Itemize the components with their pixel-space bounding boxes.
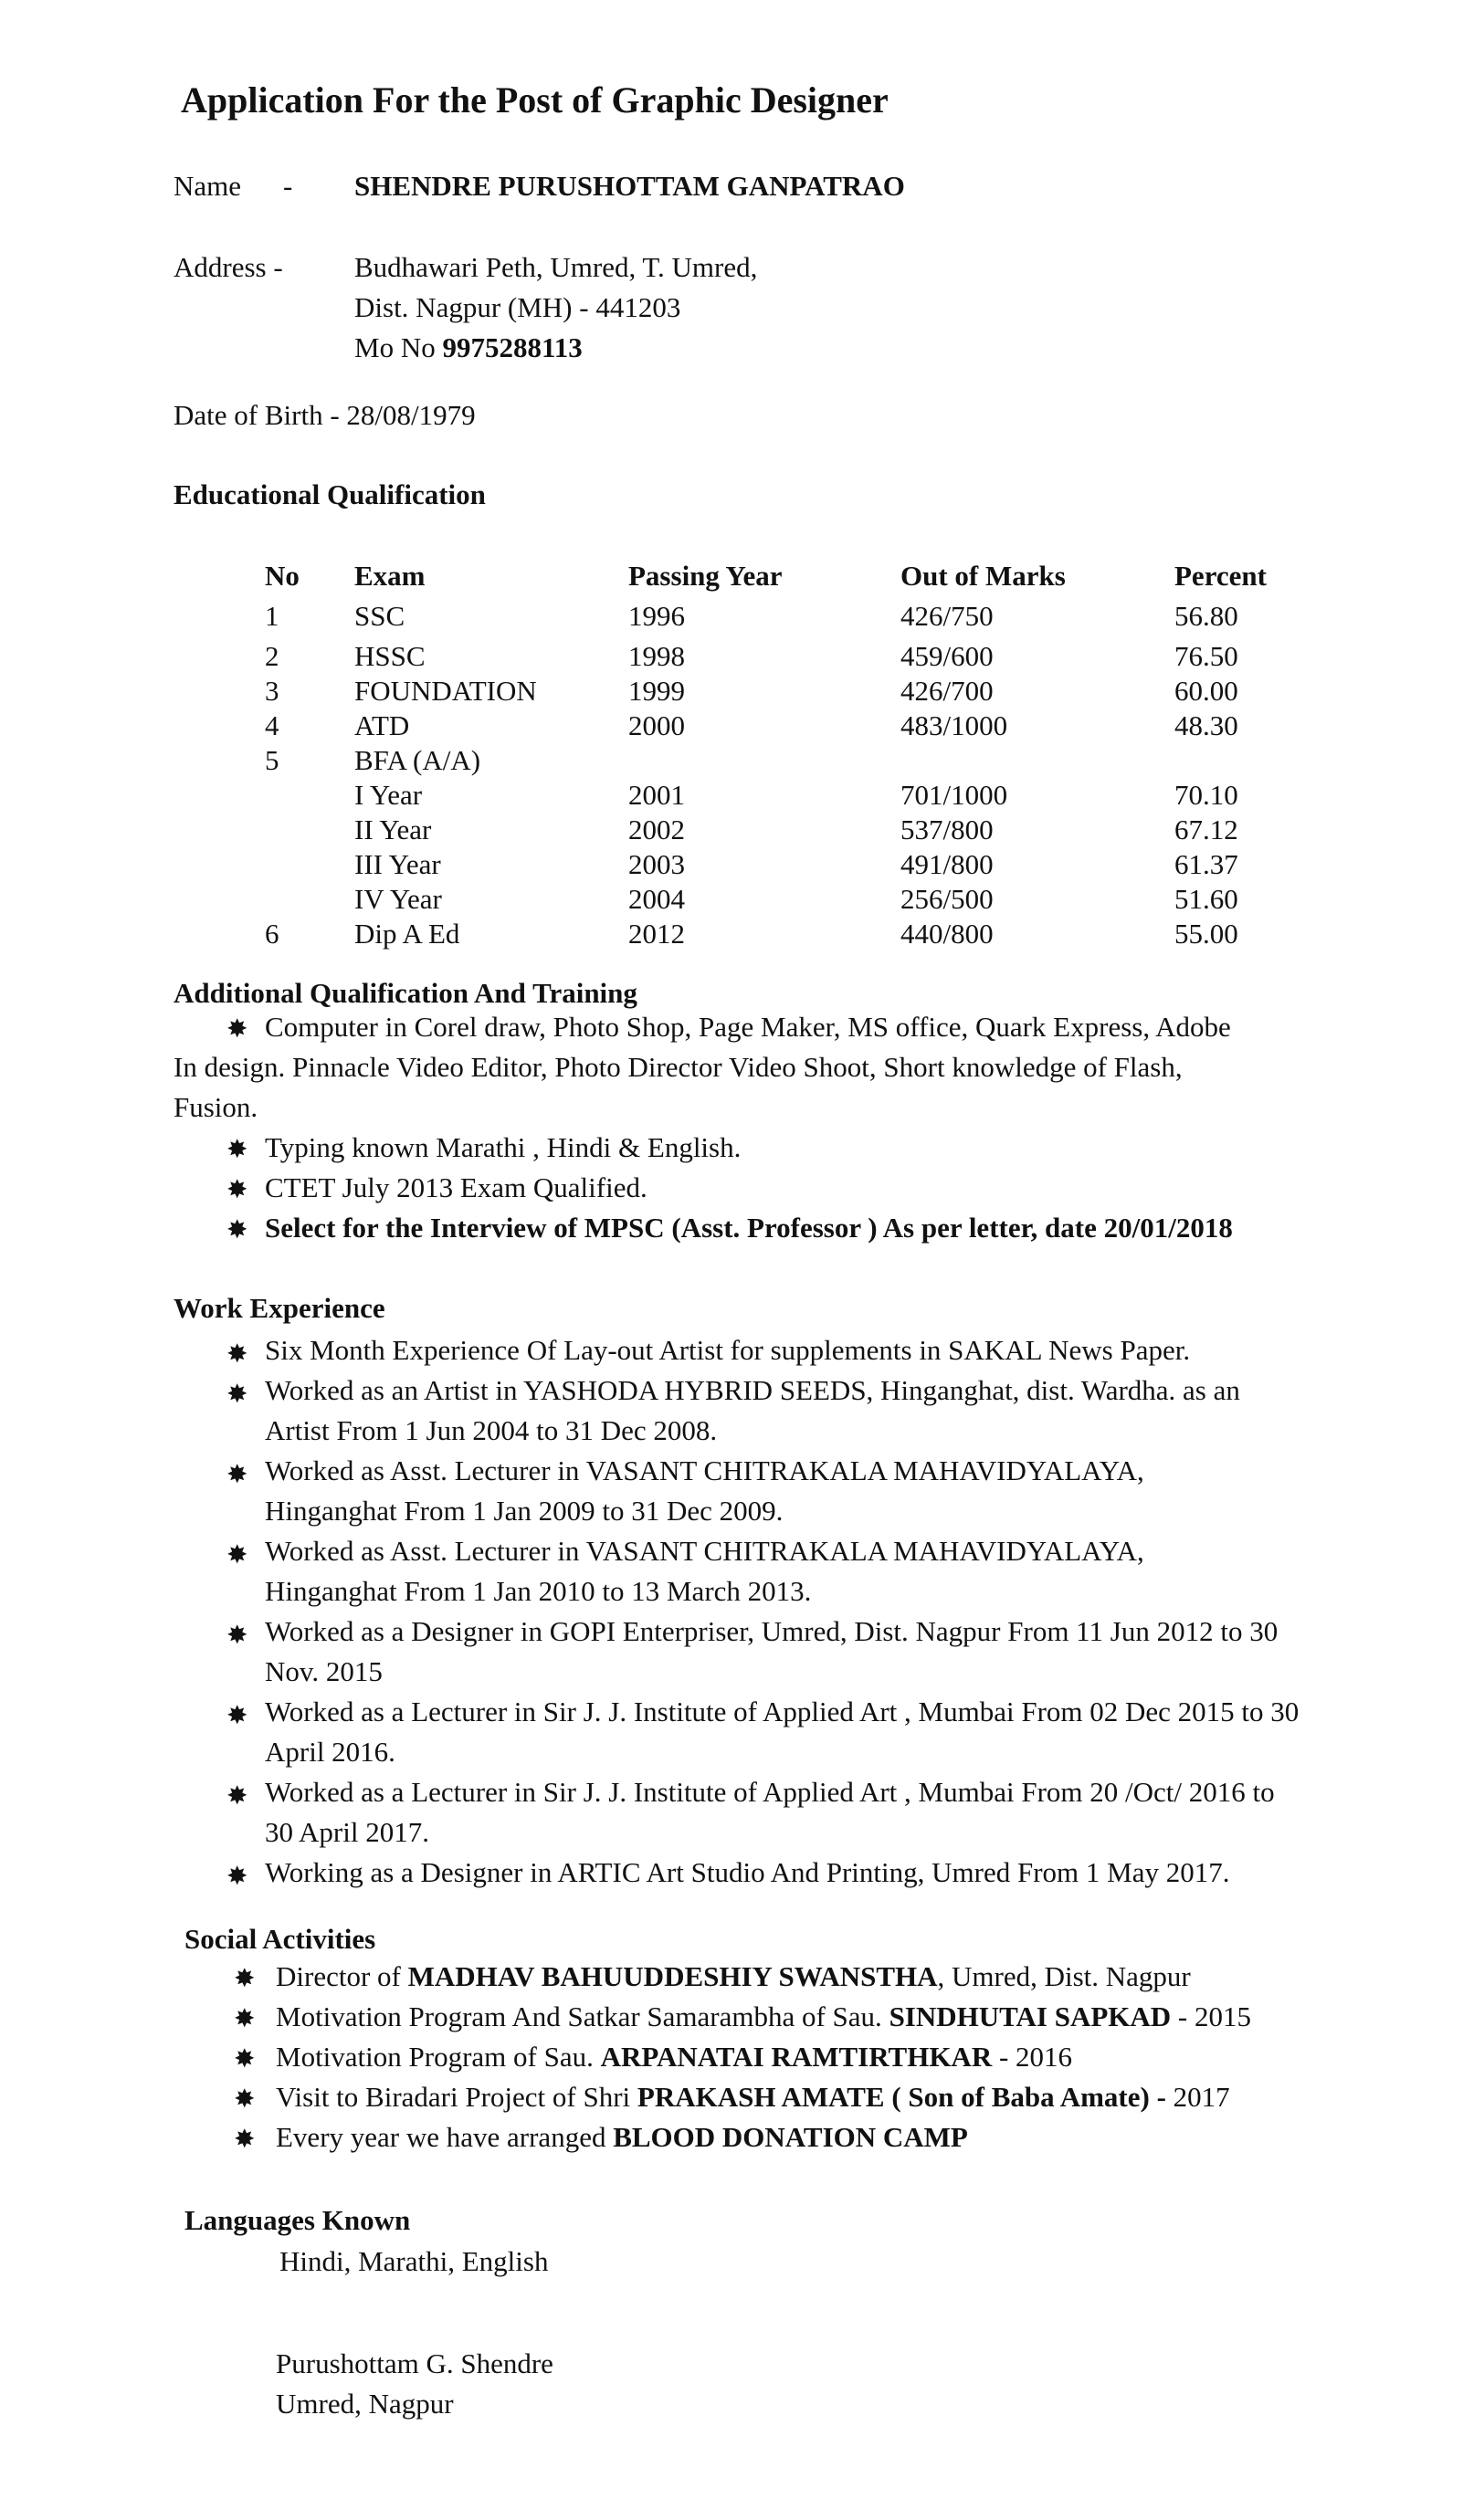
- signature-place: Umred, Nagpur: [276, 2388, 454, 2420]
- table-cell-exam: I Year: [354, 779, 423, 811]
- social-item-3: Motivation Program of Sau. ARPANATAI RAMTIRTHKAR - 2016: [276, 2041, 1073, 2073]
- table-cell-passing-year: 2012: [628, 918, 685, 950]
- table-cell-passing-year: 2003: [628, 848, 685, 880]
- mobile-label: Mo No: [354, 331, 436, 363]
- additional-item-1-line-2: In design. Pinnacle Video Editor, Photo Director Video Shoot, Short knowledge of Flash,: [174, 1051, 1183, 1083]
- table-cell-passing-year: 1998: [628, 640, 685, 672]
- col-header-passing-year: Passing Year: [628, 560, 783, 592]
- date-of-birth: Date of Birth - 28/08/1979: [174, 399, 476, 431]
- bullet-icon: ✸: [226, 1461, 248, 1489]
- address-label: Address -: [174, 251, 283, 283]
- table-cell-out-of-marks: 459/600: [900, 640, 994, 672]
- col-header-percent: Percent: [1174, 560, 1267, 592]
- bullet-icon: ✸: [226, 1782, 248, 1811]
- table-cell-percent: 70.10: [1174, 779, 1238, 811]
- signature-name: Purushottam G. Shendre: [276, 2347, 553, 2379]
- bullet-icon: ✸: [234, 2126, 256, 2154]
- table-cell-no: 3: [265, 675, 279, 707]
- mobile-number: 9975288113: [442, 331, 583, 363]
- table-cell-percent: 76.50: [1174, 640, 1238, 672]
- bullet-icon: ✸: [226, 1702, 248, 1730]
- table-cell-percent: 51.60: [1174, 883, 1238, 915]
- table-cell-passing-year: 2001: [628, 779, 685, 811]
- table-cell-no: 2: [265, 640, 279, 672]
- table-cell-out-of-marks: 701/1000: [900, 779, 1008, 811]
- work-item-line: Artist From 1 Jun 2004 to 31 Dec 2008.: [265, 1414, 718, 1446]
- table-cell-no: 5: [265, 744, 279, 776]
- additional-item-4: Select for the Interview of MPSC (Asst. Professor ) As per letter, date 20/01/2018: [265, 1212, 1233, 1244]
- bullet-icon: ✸: [234, 2085, 256, 2114]
- languages-value: Hindi, Marathi, English: [279, 2245, 549, 2277]
- bullet-icon: ✸: [226, 1622, 248, 1650]
- bullet-icon: ✸: [226, 1340, 248, 1369]
- social-item-1: Director of MADHAV BAHUUDDESHIY SWANSTHA, Umred, Dist. Nagpur: [276, 1960, 1191, 1992]
- table-cell-no: 1: [265, 600, 279, 632]
- bullet-icon: ✸: [226, 1216, 248, 1244]
- table-cell-passing-year: 2002: [628, 814, 685, 845]
- table-cell-out-of-marks: 256/500: [900, 883, 994, 915]
- col-header-no: No: [265, 560, 300, 592]
- table-cell-exam: FOUNDATION: [354, 675, 537, 707]
- table-cell-passing-year: 2000: [628, 709, 685, 741]
- bullet-icon: ✸: [234, 2005, 256, 2033]
- table-cell-exam: Dip A Ed: [354, 918, 460, 950]
- social-item-5: Every year we have arranged BLOOD DONATION CAMP: [276, 2121, 968, 2153]
- work-item-line: Worked as a Lecturer in Sir J. J. Institute of Applied Art , Mumbai From 02 Dec 2015 to 30: [265, 1696, 1300, 1727]
- table-cell-percent: 61.37: [1174, 848, 1238, 880]
- additional-item-1-line-1: Computer in Corel draw, Photo Shop, Page Maker, MS office, Quark Express, Adobe: [265, 1011, 1231, 1043]
- bullet-icon: ✸: [226, 1015, 248, 1044]
- address-line-2: Dist. Nagpur (MH) - 441203: [354, 291, 681, 323]
- bullet-icon: ✸: [234, 2045, 256, 2074]
- table-cell-percent: 55.00: [1174, 918, 1238, 950]
- table-cell-exam: BFA (A/A): [354, 744, 481, 776]
- table-cell-no: 4: [265, 709, 279, 741]
- table-cell-percent: 67.12: [1174, 814, 1238, 845]
- name-separator: -: [283, 170, 293, 202]
- table-cell-passing-year: 1996: [628, 600, 685, 632]
- social-item-2: Motivation Program And Satkar Samarambha of Sau. SINDHUTAI SAPKAD - 2015: [276, 2000, 1251, 2032]
- table-cell-out-of-marks: 537/800: [900, 814, 994, 845]
- address-line-1: Budhawari Peth, Umred, T. Umred,: [354, 251, 758, 283]
- table-cell-out-of-marks: 440/800: [900, 918, 994, 950]
- table-cell-out-of-marks: 426/700: [900, 675, 994, 707]
- table-cell-exam: II Year: [354, 814, 432, 845]
- additional-heading: Additional Qualification And Training: [174, 977, 637, 1009]
- languages-heading: Languages Known: [184, 2204, 411, 2236]
- work-item-line: 30 April 2017.: [265, 1816, 429, 1848]
- work-heading: Work Experience: [174, 1292, 385, 1324]
- work-item-line: Six Month Experience Of Lay-out Artist for supplements in SAKAL News Paper.: [265, 1334, 1191, 1366]
- work-item-line: Worked as an Artist in YASHODA HYBRID SEEDS, Hinganghat, dist. Wardha. as an: [265, 1374, 1240, 1406]
- additional-item-2: Typing known Marathi , Hindi & English.: [265, 1131, 742, 1163]
- work-item-line: Worked as a Lecturer in Sir J. J. Institute of Applied Art , Mumbai From 20 /Oct/ 2016 to: [265, 1776, 1275, 1808]
- additional-item-3: CTET July 2013 Exam Qualified.: [265, 1171, 647, 1203]
- bullet-icon: ✸: [234, 1965, 256, 1993]
- table-cell-exam: IV Year: [354, 883, 442, 915]
- table-cell-exam: III Year: [354, 848, 441, 880]
- work-item-line: Hinganghat From 1 Jan 2009 to 31 Dec 2009.: [265, 1495, 784, 1527]
- work-item-line: Worked as Asst. Lecturer in VASANT CHITRAKALA MAHAVIDYALAYA,: [265, 1454, 1144, 1486]
- table-cell-exam: ATD: [354, 709, 410, 741]
- bullet-icon: ✸: [226, 1136, 248, 1164]
- page-title: Application For the Post of Graphic Designer: [181, 79, 889, 121]
- bullet-icon: ✸: [226, 1863, 248, 1891]
- work-item-line: Worked as a Designer in GOPI Enterpriser, Umred, Dist. Nagpur From 11 Jun 2012 to 30: [265, 1615, 1279, 1647]
- name-value: SHENDRE PURUSHOTTAM GANPATRAO: [354, 170, 905, 202]
- col-header-exam: Exam: [354, 560, 426, 592]
- table-cell-exam: HSSC: [354, 640, 426, 672]
- name-label: Name: [174, 170, 242, 202]
- work-item-line: Working as a Designer in ARTIC Art Studio And Printing, Umred From 1 May 2017.: [265, 1856, 1230, 1888]
- table-cell-out-of-marks: 483/1000: [900, 709, 1008, 741]
- table-cell-passing-year: 2004: [628, 883, 685, 915]
- additional-item-1-line-3: Fusion.: [174, 1091, 258, 1123]
- bullet-icon: ✸: [226, 1541, 248, 1570]
- social-heading: Social Activities: [184, 1923, 376, 1955]
- col-header-out-of-marks: Out of Marks: [900, 560, 1066, 592]
- table-cell-out-of-marks: 426/750: [900, 600, 994, 632]
- table-cell-passing-year: 1999: [628, 675, 685, 707]
- table-cell-percent: 60.00: [1174, 675, 1238, 707]
- social-item-4: Visit to Biradari Project of Shri PRAKASH AMATE ( Son of Baba Amate) - 2017: [276, 2081, 1230, 2113]
- work-item-line: Nov. 2015: [265, 1655, 383, 1687]
- work-item-line: Hinganghat From 1 Jan 2010 to 13 March 2013.: [265, 1575, 812, 1607]
- table-cell-percent: 48.30: [1174, 709, 1238, 741]
- mobile-line: [354, 331, 583, 366]
- work-item-line: Worked as Asst. Lecturer in VASANT CHITRAKALA MAHAVIDYALAYA,: [265, 1535, 1144, 1567]
- education-heading: Educational Qualification: [174, 478, 486, 510]
- table-cell-out-of-marks: 491/800: [900, 848, 994, 880]
- bullet-icon: ✸: [226, 1176, 248, 1204]
- table-cell-exam: SSC: [354, 600, 405, 632]
- table-cell-no: 6: [265, 918, 279, 950]
- work-item-line: April 2016.: [265, 1736, 395, 1768]
- bullet-icon: ✸: [226, 1381, 248, 1409]
- table-cell-percent: 56.80: [1174, 600, 1238, 632]
